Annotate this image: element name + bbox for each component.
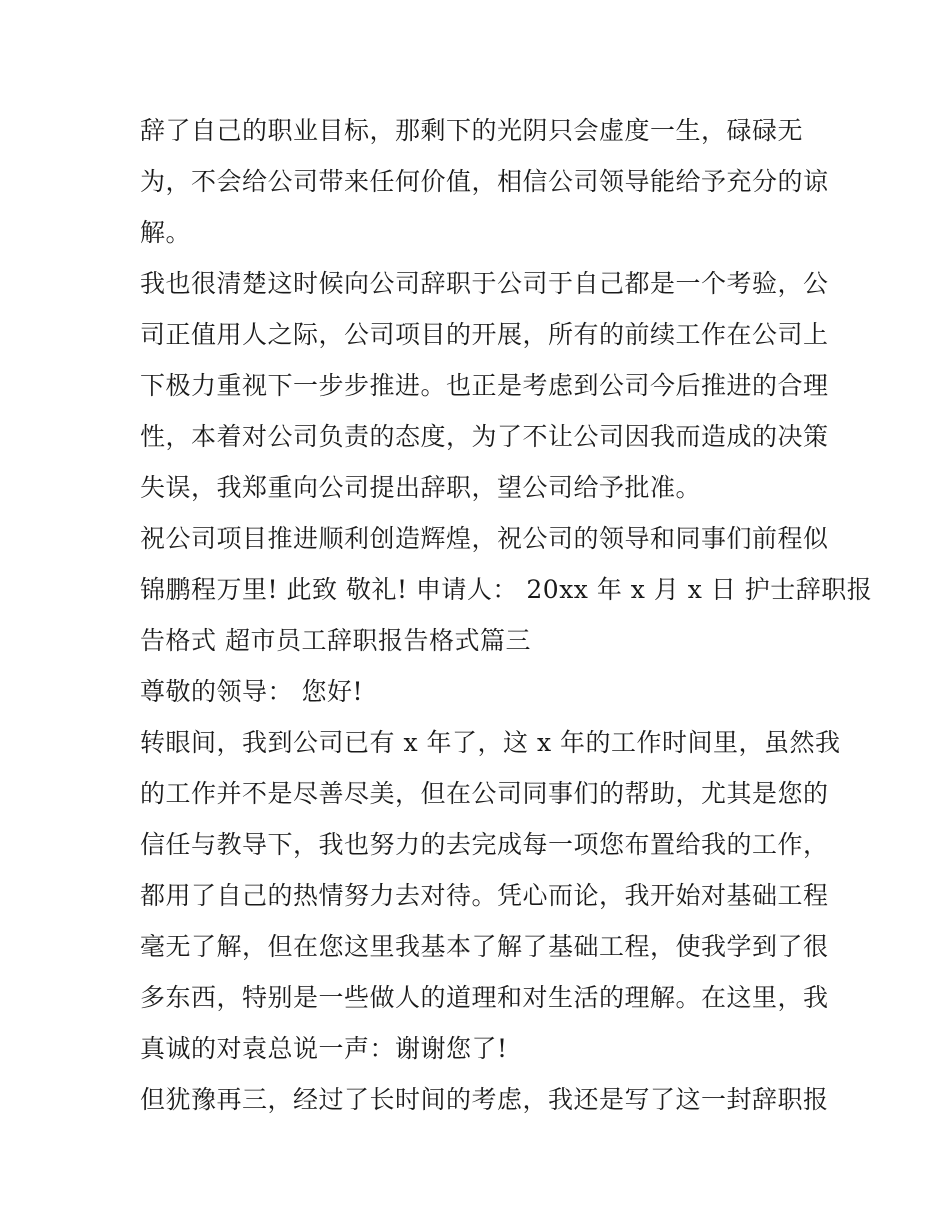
text-line: 性，本着对公司负责的态度，为了不让公司因我而造成的决策 (140, 422, 829, 451)
text-line: 都用了自己的热情努力去对待。凭心而论，我开始对基础工程 (140, 881, 829, 910)
text-line: 我也很清楚这时候向公司辞职于公司于自己都是一个考验，公 (140, 269, 829, 298)
text-line: 转眼间，我到公司已有 x 年了，这 x 年的工作时间里，虽然我 (140, 728, 841, 757)
text-line: 告格式 超市员工辞职报告格式篇三 (140, 626, 531, 655)
text-line: 解。 (140, 218, 192, 247)
paragraph-gratitude (140, 717, 841, 1074)
text-line: 尊敬的领导： 您好! (140, 677, 363, 706)
text-line: 的工作并不是尽善尽美，但在公司同事们的帮助，尤其是您的 (140, 779, 829, 808)
paragraph-salutation (140, 666, 815, 717)
text-line: 锦鹏程万里! 此致 敬礼! 申请人： 20xx 年 x 月 x 日 护士辞职报 (140, 575, 873, 604)
text-line: 多东西，特别是一些做人的道理和对生活的理解。在这里，我 (140, 983, 829, 1012)
text-line: 为，不会给公司带来任何价值，相信公司领导能给予充分的谅 (140, 167, 829, 196)
text-line: 下极力重视下一步步推进。也正是考虑到公司今后推进的合理 (140, 371, 829, 400)
text-line: 但犹豫再三，经过了长时间的考虑，我还是写了这一封辞职报 (140, 1085, 829, 1114)
text-line: 祝公司项目推进顺利创造辉煌，祝公司的领导和同事们前程似 (140, 524, 829, 553)
paragraph-wishes-signature (140, 513, 873, 666)
text-line: 失误，我郑重向公司提出辞职，望公司给予批准。 (140, 473, 702, 502)
text-line: 辞了自己的职业目标，那剩下的光阴只会虚度一生，碌碌无 (140, 116, 804, 145)
text-line: 真诚的对袁总说一声：谢谢您了! (140, 1034, 508, 1063)
text-line: 毫无了解，但在您这里我基本了解了基础工程，使我学到了很 (140, 932, 829, 961)
text-line: 司正值用人之际，公司项目的开展，所有的前续工作在公司上 (140, 320, 829, 349)
paragraph-career-goal (140, 105, 829, 258)
paragraph-hesitation (140, 1074, 829, 1125)
document-body (140, 105, 873, 1125)
text-line: 信任与教导下，我也努力的去完成每一项您布置给我的工作， (140, 830, 829, 859)
paragraph-resignation-test (140, 258, 829, 513)
